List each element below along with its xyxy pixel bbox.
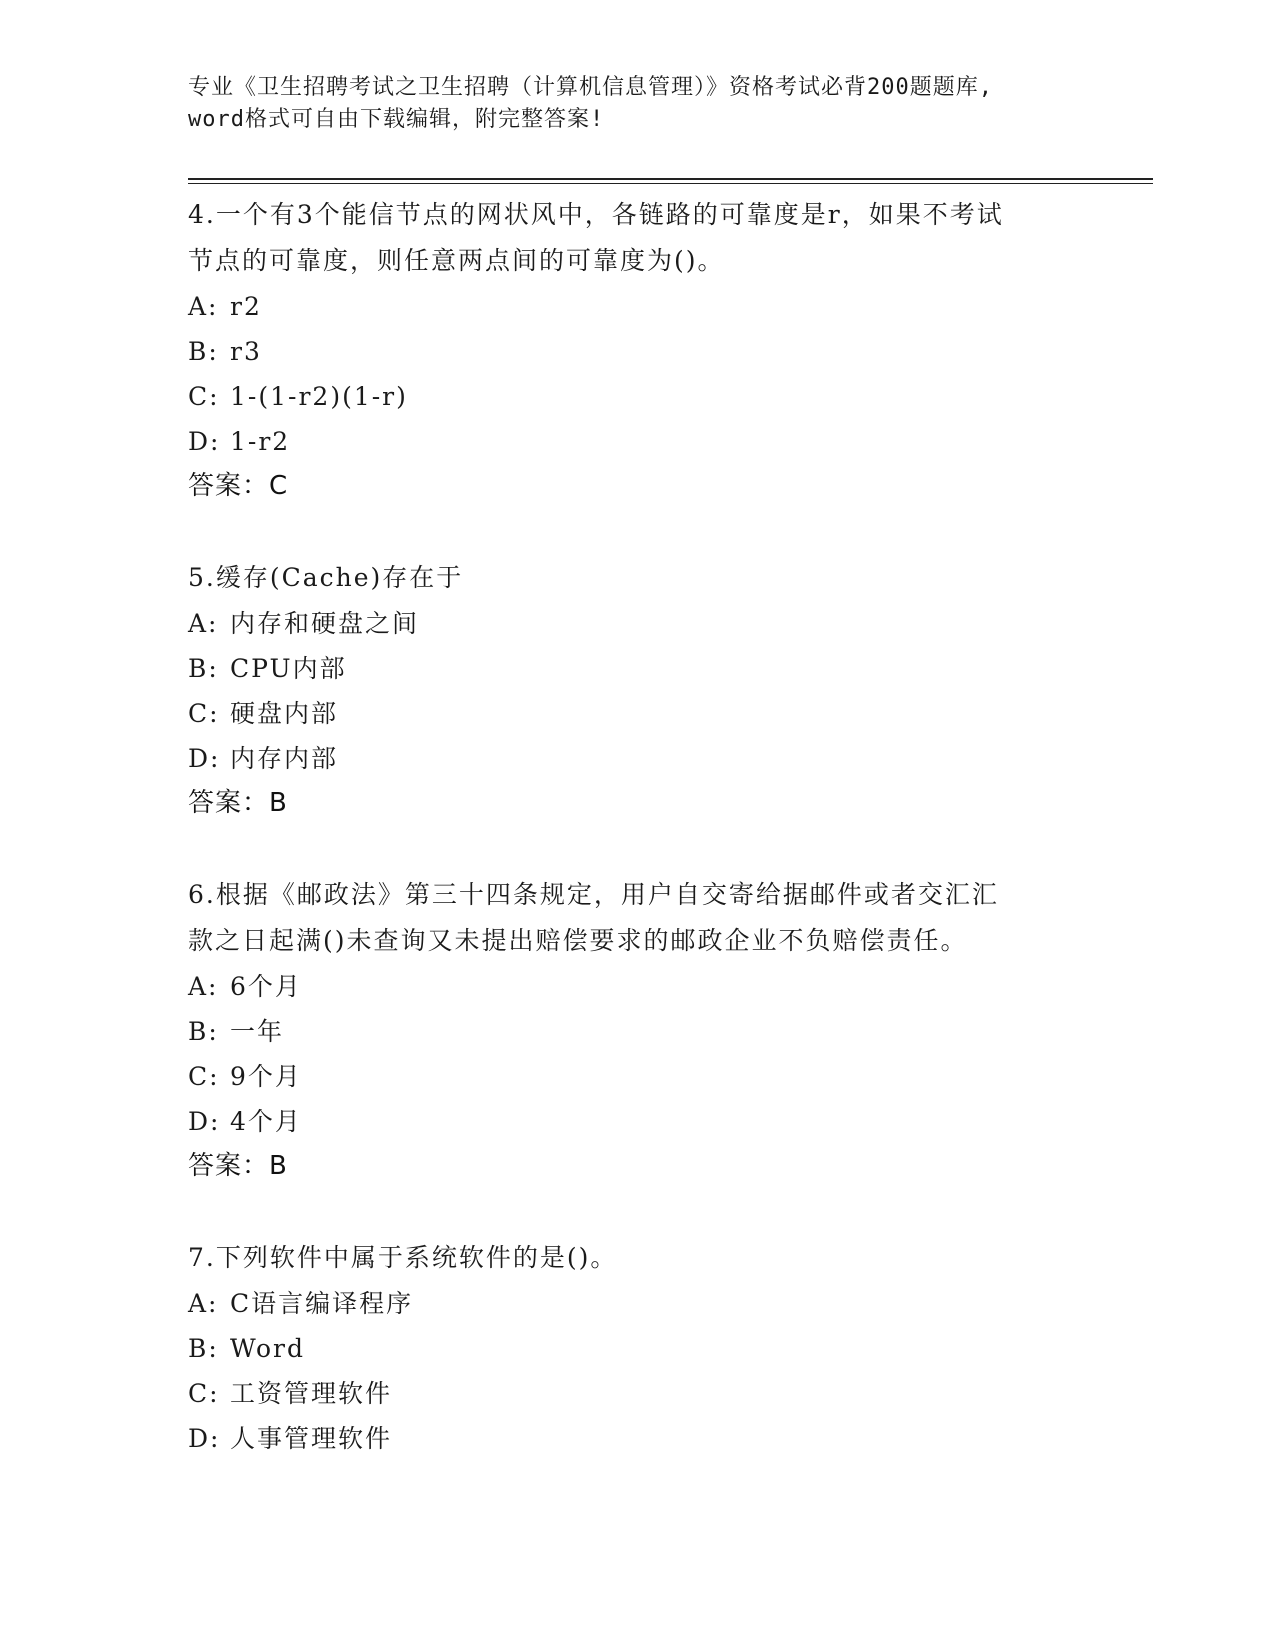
option-d — [188, 419, 1088, 464]
option-key: D: — [188, 1107, 221, 1136]
option-text: 内存内部 — [230, 744, 339, 773]
option-b — [188, 1326, 1088, 1371]
option-text: 1-(1-r2)(1-r) — [230, 382, 408, 411]
spacer — [188, 509, 1088, 555]
option-text: 内存和硬盘之间 — [230, 609, 420, 638]
option-c — [188, 691, 1088, 736]
option-d — [188, 1099, 1088, 1144]
option-b — [188, 1009, 1088, 1054]
spacer — [188, 1189, 1088, 1235]
option-c — [188, 1054, 1088, 1099]
option-a — [188, 1281, 1088, 1326]
option-key: C: — [188, 1379, 220, 1408]
option-key: A: — [188, 972, 219, 1001]
option-a — [188, 601, 1088, 646]
option-text: 一年 — [230, 1017, 285, 1046]
option-key: C: — [188, 1062, 220, 1091]
option-text: 1-r2 — [230, 427, 291, 456]
answer-line: 答案：B — [188, 1151, 288, 1181]
option-a — [188, 964, 1088, 1009]
spacer — [188, 826, 1088, 872]
option-d — [188, 1416, 1088, 1461]
option-text: 人事管理软件 — [230, 1424, 393, 1453]
option-text: C语言编译程序 — [230, 1289, 414, 1318]
question-text-line: 节点的可靠度，则任意两点间的可靠度为()。 — [188, 246, 725, 275]
header-line-2: word格式可自由下载编辑，附完整答案! — [188, 107, 605, 132]
option-b — [188, 329, 1088, 374]
option-key: B: — [188, 654, 219, 683]
question-text-line: 6.根据《邮政法》第三十四条规定，用户自交寄给据邮件或者交汇汇 — [188, 880, 999, 909]
question-text-line: 7.下列软件中属于系统软件的是()。 — [188, 1243, 618, 1272]
option-text: Word — [230, 1334, 306, 1363]
option-text: r3 — [230, 337, 262, 366]
header-divider-thin — [188, 183, 1153, 184]
answer-line: 答案：B — [188, 788, 288, 818]
option-b — [188, 646, 1088, 691]
option-key: A: — [188, 292, 219, 321]
option-text: 工资管理软件 — [230, 1379, 393, 1408]
option-text: 9个月 — [230, 1062, 302, 1091]
option-c — [188, 374, 1088, 419]
option-text: r2 — [230, 292, 262, 321]
question-block — [188, 192, 1088, 509]
question-block — [188, 1235, 1088, 1461]
header-divider-thick — [188, 178, 1153, 180]
question-block — [188, 872, 1088, 1189]
answer-line: 答案：C — [188, 471, 289, 501]
option-d — [188, 736, 1088, 781]
question-text-line: 4.一个有3个能信节点的网状风中，各链路的可靠度是r，如果不考试 — [188, 200, 1004, 229]
option-key: C: — [188, 699, 220, 728]
option-text: 硬盘内部 — [230, 699, 339, 728]
option-key: D: — [188, 427, 221, 456]
option-key: A: — [188, 609, 219, 638]
header-line-1: 专业《卫生招聘考试之卫生招聘（计算机信息管理）》资格考试必背200题题库, — [188, 75, 993, 100]
question-text-line: 5.缓存(Cache)存在于 — [188, 563, 464, 592]
document-header — [188, 72, 1088, 136]
option-key: D: — [188, 744, 221, 773]
option-key: A: — [188, 1289, 219, 1318]
question-text-line: 款之日起满()未查询又未提出赔偿要求的邮政企业不负赔偿责任。 — [188, 926, 968, 955]
question-list — [188, 192, 1088, 1461]
option-key: B: — [188, 1017, 219, 1046]
option-text: 4个月 — [230, 1107, 302, 1136]
option-a — [188, 284, 1088, 329]
option-text: CPU内部 — [230, 654, 347, 683]
question-block — [188, 555, 1088, 826]
option-key: C: — [188, 382, 220, 411]
option-text: 6个月 — [230, 972, 302, 1001]
option-c — [188, 1371, 1088, 1416]
option-key: D: — [188, 1424, 221, 1453]
option-key: B: — [188, 337, 219, 366]
option-key: B: — [188, 1334, 219, 1363]
